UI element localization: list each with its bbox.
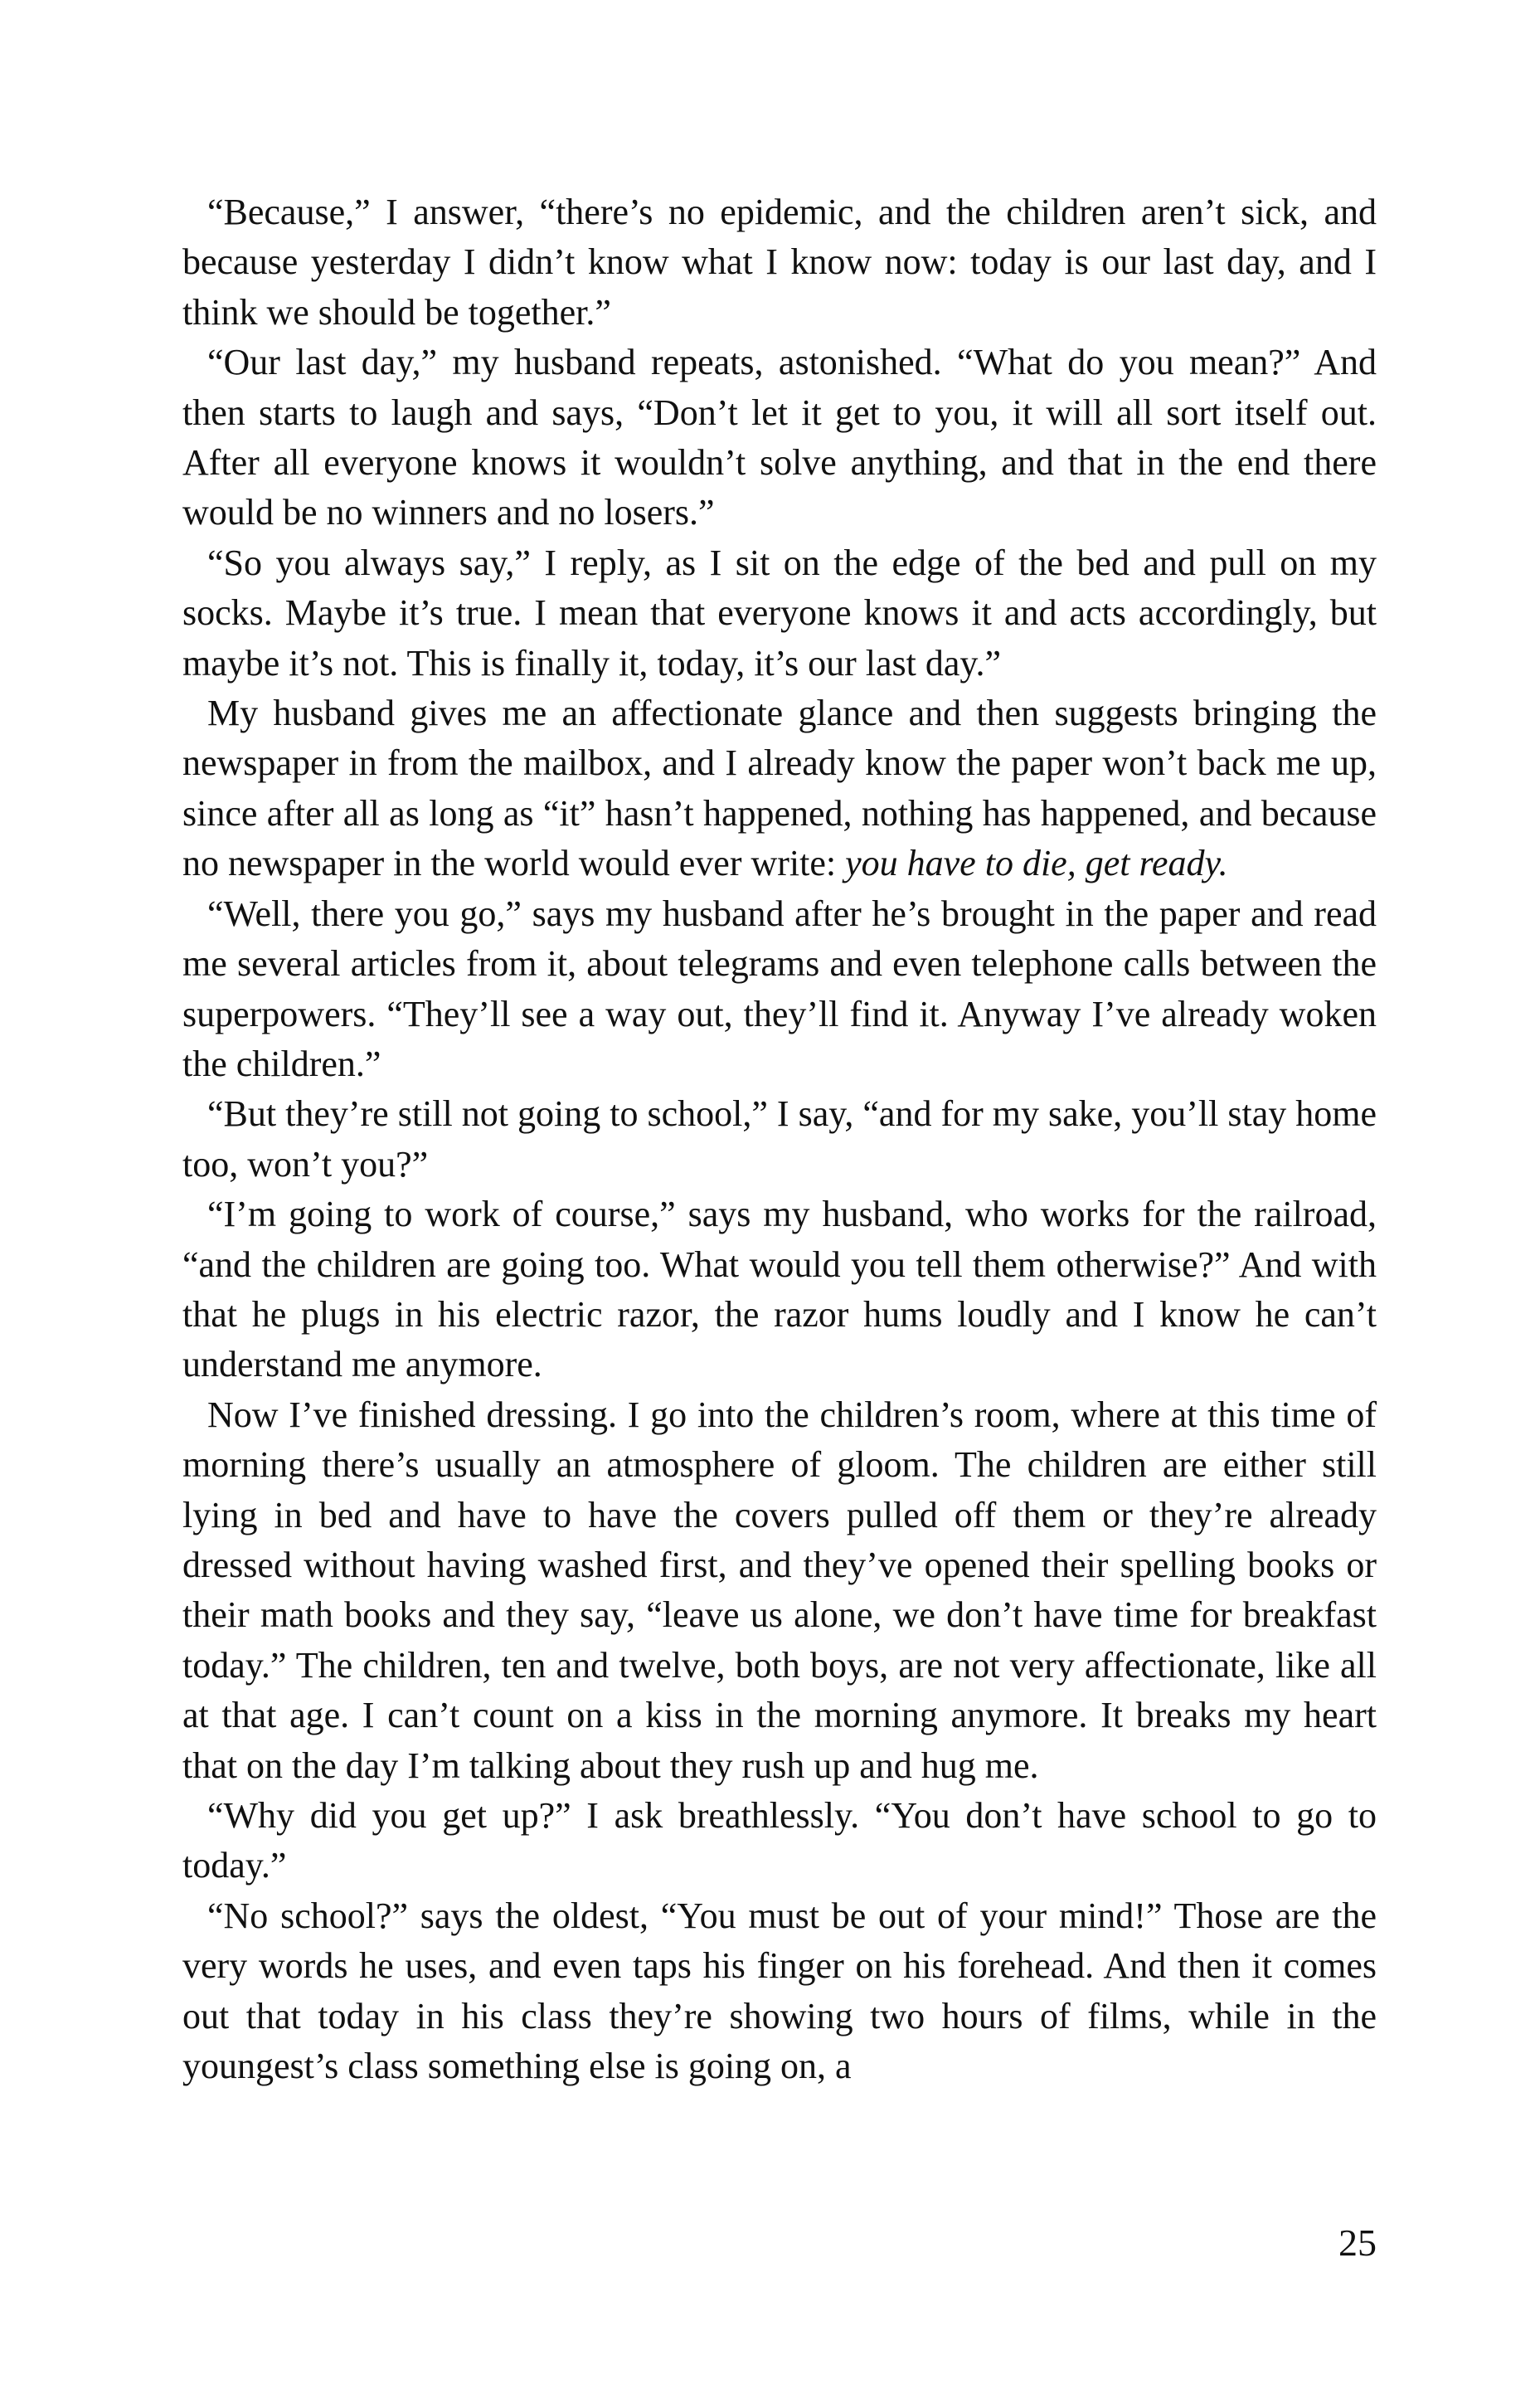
paragraph: “I’m going to work of course,” says my husband, who works for the railroad, “and the children are going too. What would you tell them otherwise?” And with that he plugs in his electric razor, the razor hums loudly and I know he can’t understand me anymore. — [182, 1194, 1377, 1385]
paragraph: “So you always say,” I reply, as I sit on the edge of the bed and pull on my socks. Maybe it’s true. I mean that everyone knows it and acts accordingly, but maybe it’s not. This is finally it, today, it’s our last day.” — [182, 542, 1377, 684]
italic-phrase: you have to die, get ready. — [845, 843, 1228, 884]
paragraph: Now I’ve finished dressing. I go into the children’s room, where at this time of morning there’s usually an atmosphere of gloom. The children are either still lying in bed and have to have the covers pulled off them or they’re already dressed without having washed first, and they’ve opened their spelling books or their math books and they say, “leave us alone, we don’t have time for breakfast today.” The children, ten and twelve, both boys, are not very affectionate, like all at that age. I can’t count on a kiss in the morning anymore. It breaks my heart that on the day I’m talking about they rush up and hug me. — [182, 1394, 1377, 1786]
paragraph: “But they’re still not going to school,” I say, “and for my sake, you’ll stay home too, won’t you?” — [182, 1093, 1377, 1185]
page-body — [182, 187, 1377, 2091]
paragraph: “Well, there you go,” says my husband after he’s brought in the paper and read me several articles from it, about telegrams and even telephone calls between the superpowers. “They’ll see a way out, they’ll find it. Anyway I’ve already woken the children.” — [182, 893, 1377, 1084]
paragraph: “Why did you get up?” I ask breathlessly. “You don’t have school to go to today.” — [182, 1795, 1377, 1886]
paragraph: My husband gives me an affectionate glance and then suggests bringing the newspaper in from the mailbox, and I already know the paper won’t back me up, since after all as long as “it” hasn’t happened, nothing has happened, and because no newspaper in the world would ever write: you have to die, get ready. — [182, 693, 1377, 884]
paragraph: “Our last day,” my husband repeats, astonished. “What do you mean?” And then starts to laugh and says, “Don’t let it get to you, it will all sort itself out. After all everyone knows it wouldn’t solve anything, and that in the end there would be no winners and no losers.” — [182, 342, 1377, 533]
page-number: 25 — [1338, 2221, 1377, 2264]
paragraph: “No school?” says the oldest, “You must be out of your mind!” Those are the very words he uses, and even taps his finger on his forehead. And then it comes out that today in his class they’re showing two hours of films, while in the youngest’s class something else is going on, a — [182, 1895, 1377, 2087]
paragraph: “Because,” I answer, “there’s no epidemic, and the children aren’t sick, and because yesterday I didn’t know what I know now: today is our last day, and I think we should be together.” — [182, 192, 1377, 333]
